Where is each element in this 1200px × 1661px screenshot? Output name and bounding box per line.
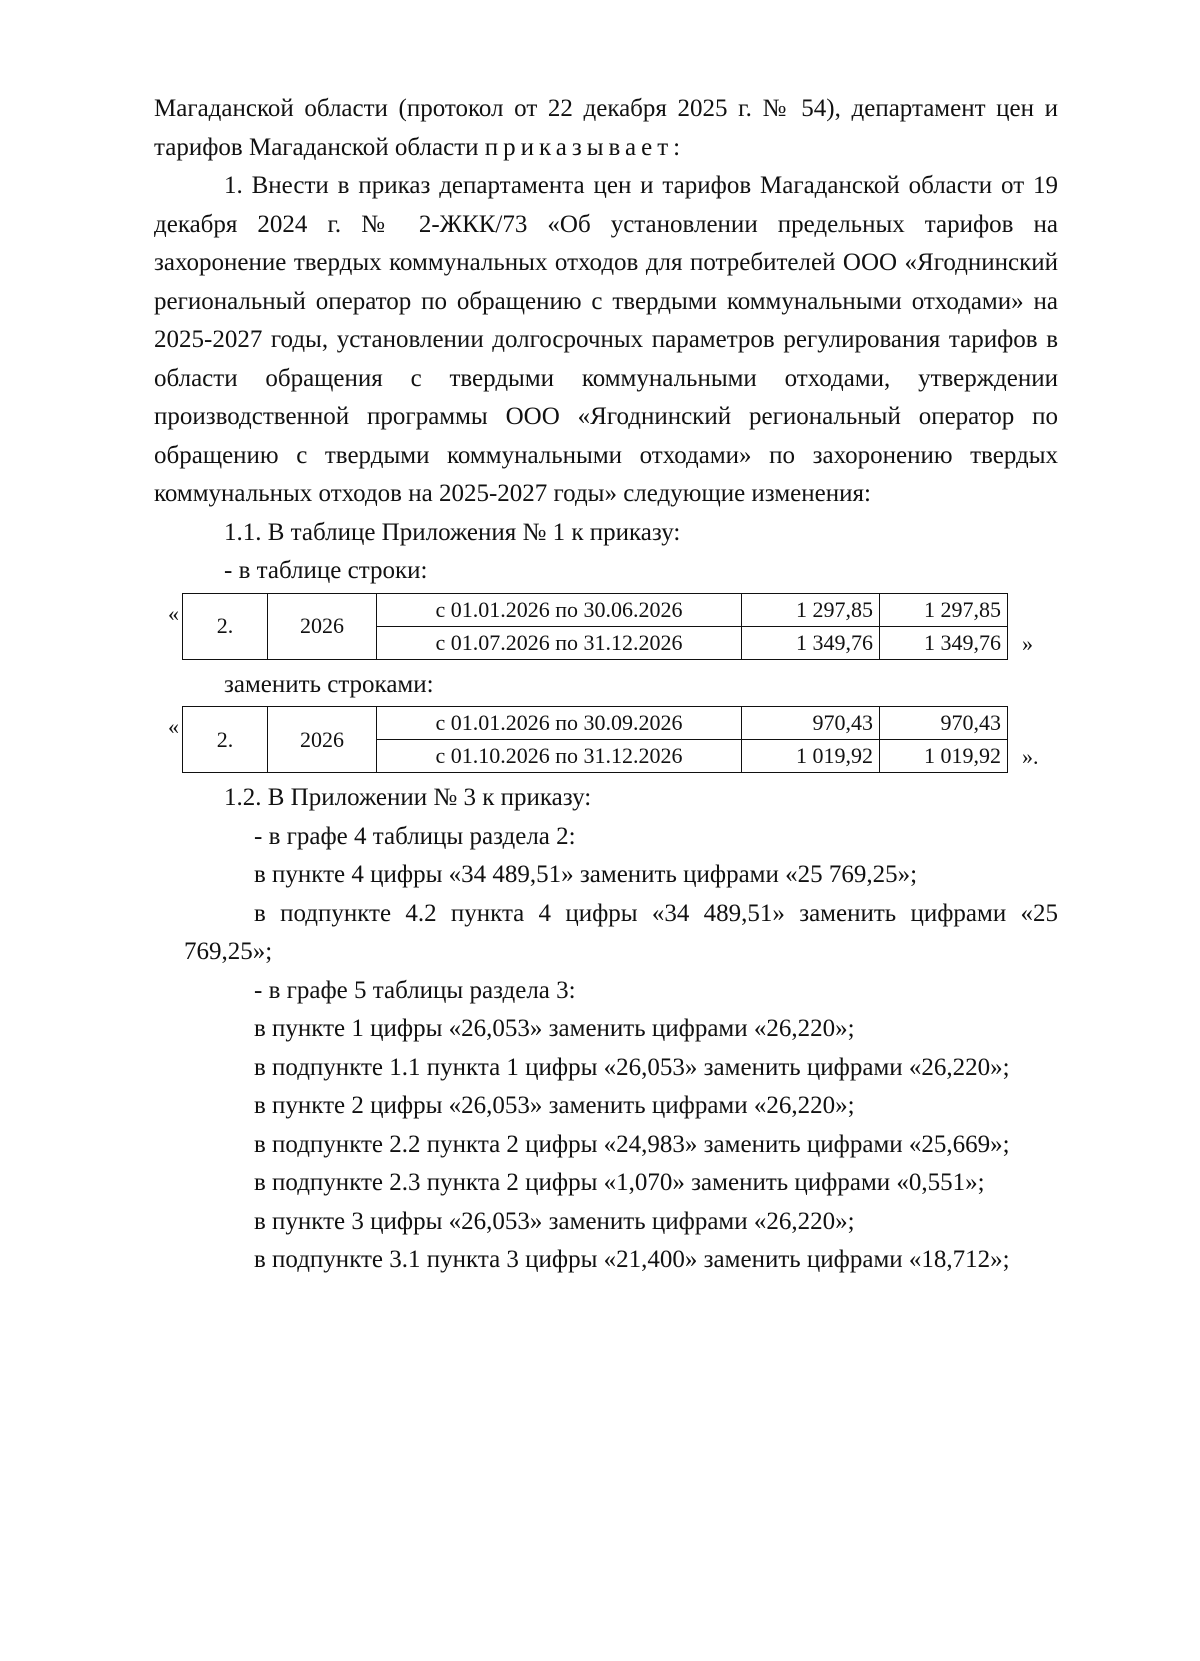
section-3-line-4: в подпункте 2.2 пункта 2 цифры «24,983» заменить цифрами «25,669»; bbox=[254, 1130, 1010, 1158]
section-3-line-2: в подпункте 1.1 пункта 1 цифры «26,053» заменить цифрами «26,220»; bbox=[254, 1053, 1010, 1081]
intro-verb: приказывает: bbox=[484, 133, 686, 161]
old-rows-table-block bbox=[154, 593, 1058, 660]
value-cell: 1 349,76 bbox=[880, 626, 1008, 659]
section-3-label: - в графе 5 таблицы раздела 3: bbox=[254, 976, 576, 1004]
item-1-1-heading: 1.1. В таблице Приложения № 1 к приказу: bbox=[224, 518, 681, 546]
year-cell: 2026 bbox=[268, 707, 377, 773]
section-3-line-7: в подпункте 3.1 пункта 3 цифры «21,400» заменить цифрами «18,712»; bbox=[254, 1246, 1010, 1273]
section-3-line-5: в подпункте 2.3 пункта 2 цифры «1,070» заменить цифрами «0,551»; bbox=[254, 1169, 985, 1196]
old-rows-table bbox=[182, 593, 1008, 660]
value-cell: 970,43 bbox=[742, 707, 880, 740]
period-cell: с 01.07.2026 по 31.12.2026 bbox=[377, 626, 742, 659]
year-cell: 2026 bbox=[268, 593, 377, 659]
value-cell: 1 297,85 bbox=[880, 593, 1008, 626]
section-2-line-2: в подпункте 4.2 пункта 4 цифры «34 489,51» заменить цифрами «25 769,25»; bbox=[184, 899, 1058, 965]
section-2-line-1: в пункте 4 цифры «34 489,51» заменить цифрами «25 769,25»; bbox=[254, 861, 918, 888]
open-quote: « bbox=[168, 600, 179, 626]
replace-label: заменить строками: bbox=[224, 670, 434, 698]
value-cell: 970,43 bbox=[880, 707, 1008, 740]
value-cell: 1 349,76 bbox=[742, 626, 880, 659]
row-number-cell: 2. bbox=[183, 707, 268, 773]
open-quote: « bbox=[168, 714, 179, 739]
rows-label: - в таблице строки: bbox=[224, 557, 428, 584]
value-cell: 1 019,92 bbox=[742, 740, 880, 773]
section-3-line-1: в пункте 1 цифры «26,053» заменить цифрами «26,220»; bbox=[254, 1015, 855, 1042]
intro-text: Магаданской области (протокол от 22 декабря 2025 г. № 54), департамент цен и тарифов Магаданской области bbox=[154, 95, 1058, 161]
period-cell: с 01.01.2026 по 30.09.2026 bbox=[377, 707, 742, 740]
close-quote: ». bbox=[1022, 744, 1039, 769]
table-row bbox=[183, 593, 1008, 626]
new-rows-table bbox=[182, 706, 1008, 773]
close-quote: » bbox=[1022, 630, 1033, 656]
row-number-cell: 2. bbox=[183, 593, 268, 659]
intro-paragraph bbox=[154, 90, 1058, 167]
section-3-line-6: в пункте 3 цифры «26,053» заменить цифрами «26,220»; bbox=[254, 1207, 855, 1235]
document-body bbox=[154, 90, 1058, 1280]
section-2-label: - в графе 4 таблицы раздела 2: bbox=[254, 822, 576, 850]
value-cell: 1 297,85 bbox=[742, 593, 880, 626]
item-1-paragraph: 1. Внести в приказ департамента цен и тарифов Магаданской области от 19 декабря 2024 г. № 2-ЖКК/73 «Об установлении предельных тарифов на захоронение твердых коммунальных отходов для потребителей ООО «Ягоднинский региональный оператор по обращению с твердыми коммунальными отходами» на 2025-2027 годы, установлении долгосрочных параметров регулирования тарифов в области обращения с твердыми коммунальными отходами, утверждении производственной программы ООО «Ягоднинский региональный оператор по обращению с твердыми коммунальными отходами» по захоронению твердых коммунальных отходов на 2025-2027 годы» следующие изменения: bbox=[154, 172, 1058, 507]
new-rows-table-block bbox=[154, 706, 1058, 773]
section-3-line-3: в пункте 2 цифры «26,053» заменить цифрами «26,220»; bbox=[254, 1092, 855, 1119]
period-cell: с 01.01.2026 по 30.06.2026 bbox=[377, 593, 742, 626]
period-cell: с 01.10.2026 по 31.12.2026 bbox=[377, 740, 742, 773]
table-row bbox=[183, 707, 1008, 740]
value-cell: 1 019,92 bbox=[880, 740, 1008, 773]
item-1-2-heading: 1.2. В Приложении № 3 к приказу: bbox=[224, 784, 592, 811]
